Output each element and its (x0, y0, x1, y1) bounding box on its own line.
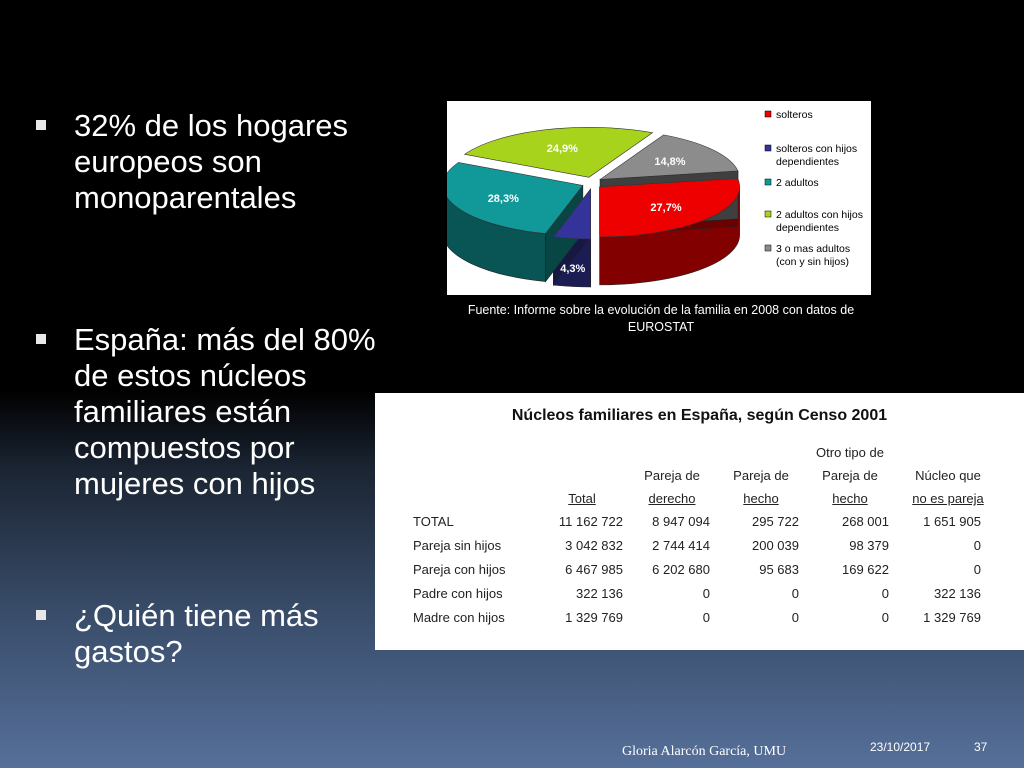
table-cell: 0 (973, 562, 981, 577)
bullet-marker-icon (36, 610, 46, 620)
pie-data-label: 14,8% (654, 156, 686, 169)
table-header: Total (568, 491, 596, 506)
bullet-item (36, 598, 386, 670)
table-header: Núcleo que (915, 468, 981, 483)
footer-date: 23/10/2017 (870, 740, 931, 754)
bullet-text: 32% de los hogares europeos son monoparentales (74, 108, 349, 215)
footer-page-number: 37 (974, 740, 988, 754)
table-cell: 1 329 769 (565, 610, 623, 625)
bullet-text: España: más del 80% de estos núcleos familiares están compuestos por mujeres con hijos (74, 322, 376, 501)
table-header: hecho (832, 491, 868, 506)
table-cell: 0 (791, 586, 799, 601)
legend-label: 2 adultos (776, 177, 819, 189)
table-cell: 1 651 905 (923, 514, 981, 529)
table-title: Núcleos familiares en España, según Censo 2001 (511, 407, 888, 424)
table-header: derecho (648, 491, 696, 506)
legend-swatch (765, 111, 771, 117)
table-cell: 268 001 (842, 514, 889, 529)
table-row-label: TOTAL (413, 514, 454, 529)
bullet-item (36, 322, 386, 502)
table-cell: 6 467 985 (565, 562, 623, 577)
pie-data-label: 28,3% (487, 192, 519, 205)
census-table (375, 393, 1024, 650)
table-header: no es pareja (912, 491, 984, 506)
pie-data-label: 27,7% (650, 201, 682, 214)
legend-swatch (765, 145, 771, 151)
legend-label: solteros con hijos dependientes (776, 143, 858, 168)
table-cell: 98 379 (849, 538, 889, 553)
bullet-marker-icon (36, 120, 46, 130)
table-cell: 200 039 (752, 538, 799, 553)
legend-label: solteros (776, 109, 813, 121)
footer-author: Gloria Alarcón García, UMU (622, 744, 787, 759)
table-row (413, 538, 1013, 558)
table-cell: 3 042 832 (565, 538, 623, 553)
pie-source-caption: Fuente: Informe sobre la evolución de la familia en 2008 con datos de EUROSTAT (467, 303, 855, 334)
table-header: Pareja de (733, 468, 789, 483)
pie-chart (447, 101, 871, 295)
pie-data-label: 4,3% (560, 263, 586, 276)
legend-swatch (765, 179, 771, 185)
table-header: hecho (743, 491, 779, 506)
table-cell: 295 722 (752, 514, 799, 529)
table-cell: 0 (702, 610, 710, 625)
table-cell: 322 136 (934, 586, 981, 601)
table-row (413, 562, 1013, 582)
table-cell: 2 744 414 (652, 538, 710, 553)
legend-label: 2 adultos con hijos dependientes (776, 209, 863, 234)
table-header: Pareja de (644, 468, 700, 483)
table-row-label: Pareja con hijos (413, 562, 506, 577)
bullet-marker-icon (36, 334, 46, 344)
table-cell: 8 947 094 (652, 514, 710, 529)
pie-chart-panel (447, 101, 871, 295)
legend-swatch (765, 245, 771, 251)
table-row (413, 586, 1013, 606)
table-cell: 11 162 722 (558, 514, 623, 529)
table-cell: 0 (791, 610, 799, 625)
bullet-item (36, 108, 386, 216)
table-cell: 169 622 (842, 562, 889, 577)
pie-data-label: 24,9% (546, 142, 578, 155)
table-row (413, 514, 1013, 534)
table-cell: 0 (881, 610, 889, 625)
table-row (413, 610, 1013, 630)
table-row-label: Pareja sin hijos (413, 538, 502, 553)
table-cell: 6 202 680 (652, 562, 710, 577)
table-row-label: Madre con hijos (413, 610, 505, 625)
bullet-text: ¿Quién tiene más gastos? (74, 598, 319, 669)
table-cell: 0 (702, 586, 710, 601)
table-row-label: Padre con hijos (413, 586, 503, 601)
table-cell: 0 (973, 538, 981, 553)
table-cell: 322 136 (576, 586, 623, 601)
legend-swatch (765, 211, 771, 217)
table-cell: 95 683 (759, 562, 799, 577)
table-cell: 1 329 769 (923, 610, 981, 625)
table-header: Pareja de (822, 468, 878, 483)
table-group-header: Otro tipo de (816, 445, 884, 460)
table-cell: 0 (881, 586, 889, 601)
legend-label: 3 o mas adultos (con y sin hijos) (776, 243, 851, 268)
